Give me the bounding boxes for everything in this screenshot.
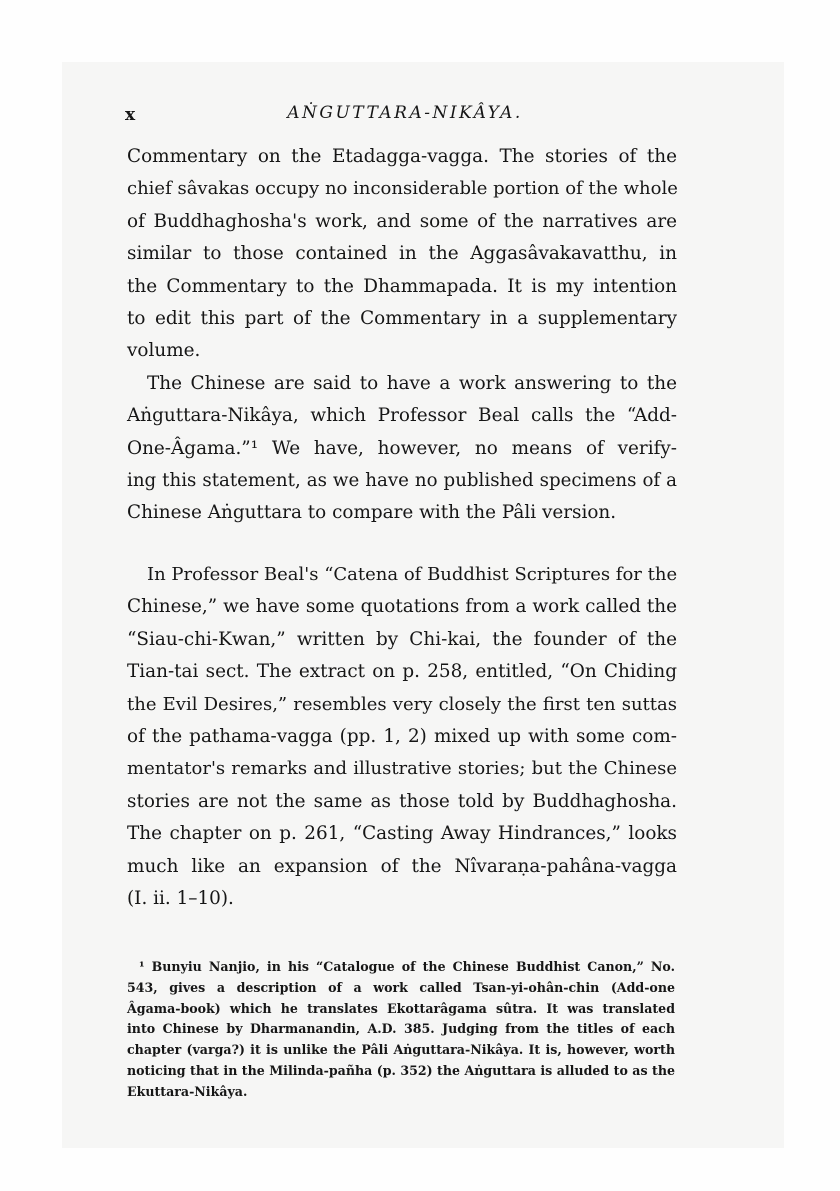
- text-line: Aṅguttara-Nikâya, which Professor Beal calls the “Add-: [127, 405, 677, 427]
- page-header: [125, 103, 685, 129]
- body-text: [127, 141, 677, 915]
- text-line: of Buddhaghosha's work, and some of the narratives are: [127, 210, 677, 232]
- footnote-line: chapter (varga?) it is unlike the Pâli Aṅguttara-Nikâya. It is, however, worth: [127, 1042, 675, 1058]
- text-line: much like an expansion of the Nîvaraṇa-pahâna-vagga: [127, 855, 677, 877]
- text-line: Tian-tai sect. The extract on p. 258, entitled, “On Chiding: [127, 661, 677, 683]
- footnote-line: ¹ Bunyiu Nanjio, in his “Catalogue of the Chinese Buddhist Canon,” No.: [139, 959, 675, 974]
- paragraph-etadagga: [127, 141, 677, 368]
- text-line: the Evil Desires,” resembles very closely the first ten suttas: [127, 693, 677, 715]
- footnote-line: noticing that in the Milinda-pañha (p. 352) the Aṅguttara is alluded to as the: [127, 1062, 675, 1078]
- text-line: of the pathama-vagga (pp. 1, 2) mixed up with some com-: [127, 725, 677, 747]
- page-number: x: [125, 105, 136, 125]
- text-line: Commentary on the Etadagga-vagga. The stories of the: [127, 146, 677, 167]
- footnote-line: 543, gives a description of a work called Tsan-yi-ohân-chin (Add-one: [127, 979, 675, 995]
- text-line: Chinese Aṅguttara to compare with the Pâli version.: [127, 502, 617, 524]
- text-line: stories are not the same as those told by Buddhaghosha.: [127, 790, 677, 812]
- text-line: “Siau-chi-Kwan,” written by Chi-kai, the founder of the: [127, 628, 677, 650]
- text-line: chief sâvakas occupy no inconsiderable portion of the whole: [127, 178, 678, 200]
- text-line: One-Âgama.”¹ We have, however, no means of verify-: [127, 437, 677, 459]
- text-line: In Professor Beal's “Catena of Buddhist Scriptures for the: [147, 563, 678, 585]
- text-line: similar to those contained in the Aggasâvakavatthu, in: [127, 243, 677, 265]
- paragraph-catena: [127, 559, 677, 915]
- running-head: AṄGUTTARA-NIKÂYA.: [287, 103, 523, 123]
- footnote-line: Âgama-book) which he translates Ekottarâgama sûtra. It was translated: [127, 1000, 675, 1016]
- footnote-line: into Chinese by Dharmanandin, A.D. 385. Judging from the titles of each: [127, 1021, 675, 1037]
- text-line: ing this statement, as we have no published specimens of a: [127, 470, 677, 492]
- footnote-line: Ekuttara-Nikâya.: [127, 1083, 248, 1099]
- text-line: volume.: [127, 340, 201, 362]
- text-line: The Chinese are said to have a work answering to the: [147, 372, 677, 394]
- footnote: [127, 957, 675, 1103]
- text-line: to edit this part of the Commentary in a supplementary: [127, 308, 677, 330]
- text-line: (I. ii. 1–10).: [127, 887, 234, 909]
- text-line: mentator's remarks and illustrative stories; but the Chinese: [127, 758, 677, 780]
- paragraph-chinese-work: [127, 368, 677, 530]
- text-line: Chinese,” we have some quotations from a work called the: [127, 596, 677, 618]
- text-line: the Commentary to the Dhammapada. It is my intention: [127, 275, 677, 297]
- text-line: The chapter on p. 261, “Casting Away Hindrances,” looks: [127, 823, 677, 845]
